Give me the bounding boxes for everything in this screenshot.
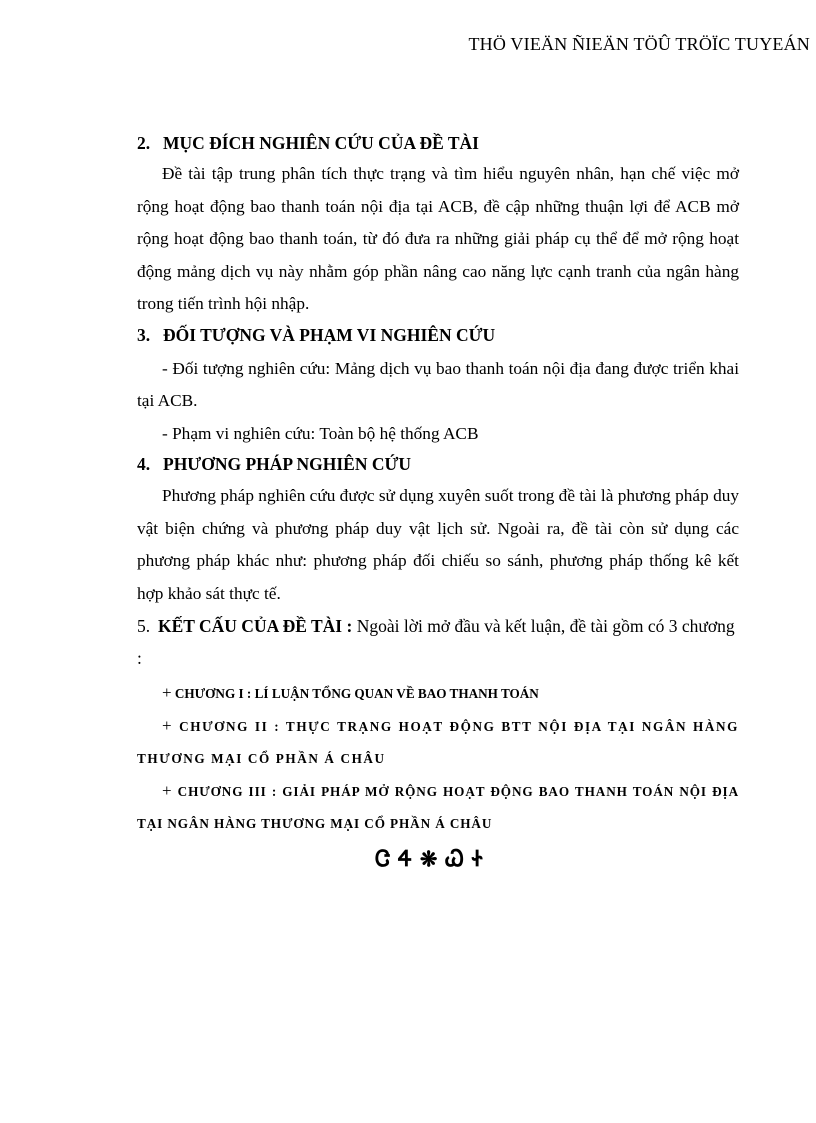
chapter-2-title: CHƯƠNG II : THỰC TRẠNG HOẠT ĐỘNG BTT NỘI ĐỊA TẠI NGÂN HÀNG THƯƠNG MẠI CỔ PHẦN Á CHÂU [137, 719, 739, 766]
section-4-paragraph: Phương pháp nghiên cứu được sử dụng xuyên suốt trong đề tài là phương pháp duy vật biện chứng và phương pháp duy vật lịch sử. Ngoài ra, đề tài còn sử dụng các phương pháp khác như: phương pháp đối chiếu so sánh, phương pháp thống kê kết hợp khảo sát thực tế. [137, 486, 739, 603]
ornament-right-glyph: ᏇᏐ [445, 846, 491, 871]
section-2-paragraph: Đề tài tập trung phân tích thực trạng và tìm hiểu nguyên nhân, hạn chế việc mở rộng hoạt động bao thanh toán nội địa tại ACB, đề cập những thuận lợi để ACB mở rộng hoạt động bao thanh toán, từ đó đưa ra những giải pháp cụ thể để mở rộng hoạt động mảng dịch vụ này nhằm góp phần nâng cao năng lực cạnh tranh của ngân hàng trong tiến trình hội nhập. [137, 164, 739, 313]
section-2-heading [137, 131, 739, 155]
section-title: MỤC ĐÍCH NGHIÊN CỨU CỦA ĐỀ TÀI [163, 133, 479, 153]
chapter-3-title: CHƯƠNG III : GIẢI PHÁP MỞ RỘNG HOẠT ĐỘNG BAO THANH TOÁN NỘI ĐỊA TẠI NGÂN HÀNG THƯƠNG MẠI CỔ PHẦN Á CHÂU [137, 784, 739, 831]
chapter-1 [137, 677, 739, 710]
section-3-item-scope: - Phạm vi nghiên cứu: Toàn bộ hệ thống ACB [162, 423, 479, 443]
section-3-heading [137, 323, 739, 347]
bullet: + [162, 683, 172, 702]
chapter-3 [137, 775, 739, 840]
section-number: 3. [137, 324, 151, 345]
document-body [137, 131, 739, 872]
ornament-divider [127, 846, 739, 872]
section-5-paragraph [137, 610, 739, 674]
section-5-lead: KẾT CẤU CỦA ĐỀ TÀI : [158, 616, 353, 636]
section-5-body: Ngoài lời mở đầu và kết luận, đề tài gồm có 3 chương : [137, 616, 735, 668]
chapter-1-title: CHƯƠNG I : LÍ LUẬN TỔNG QUAN VỀ BAO THANH TOÁN [174, 686, 539, 701]
section-number: 4. [137, 454, 151, 474]
ornament-left-glyph: ᏣᏎ [375, 846, 421, 871]
bullet: + [162, 716, 174, 735]
section-title: PHƯƠNG PHÁP NGHIÊN CỨU [163, 454, 412, 474]
section-3-item-object: - Đối tượng nghiên cứu: Mảng dịch vụ bao thanh toán nội địa đang được triển khai tại ACB. [137, 358, 739, 410]
chapter-2 [137, 710, 739, 775]
page-header: THÖ VIEÄN ÑIEÄN TÖÛ TRÖÏC TUYEÁN [468, 34, 810, 54]
section-4-heading [137, 452, 739, 476]
section-number: 5. [137, 616, 151, 636]
bullet: + [162, 781, 173, 800]
section-title: ĐỐI TƯỢNG VÀ PHẠM VI NGHIÊN CỨU [163, 324, 496, 345]
section-number: 2. [137, 133, 151, 153]
ornament-center-glyph: ❋ [420, 846, 446, 871]
